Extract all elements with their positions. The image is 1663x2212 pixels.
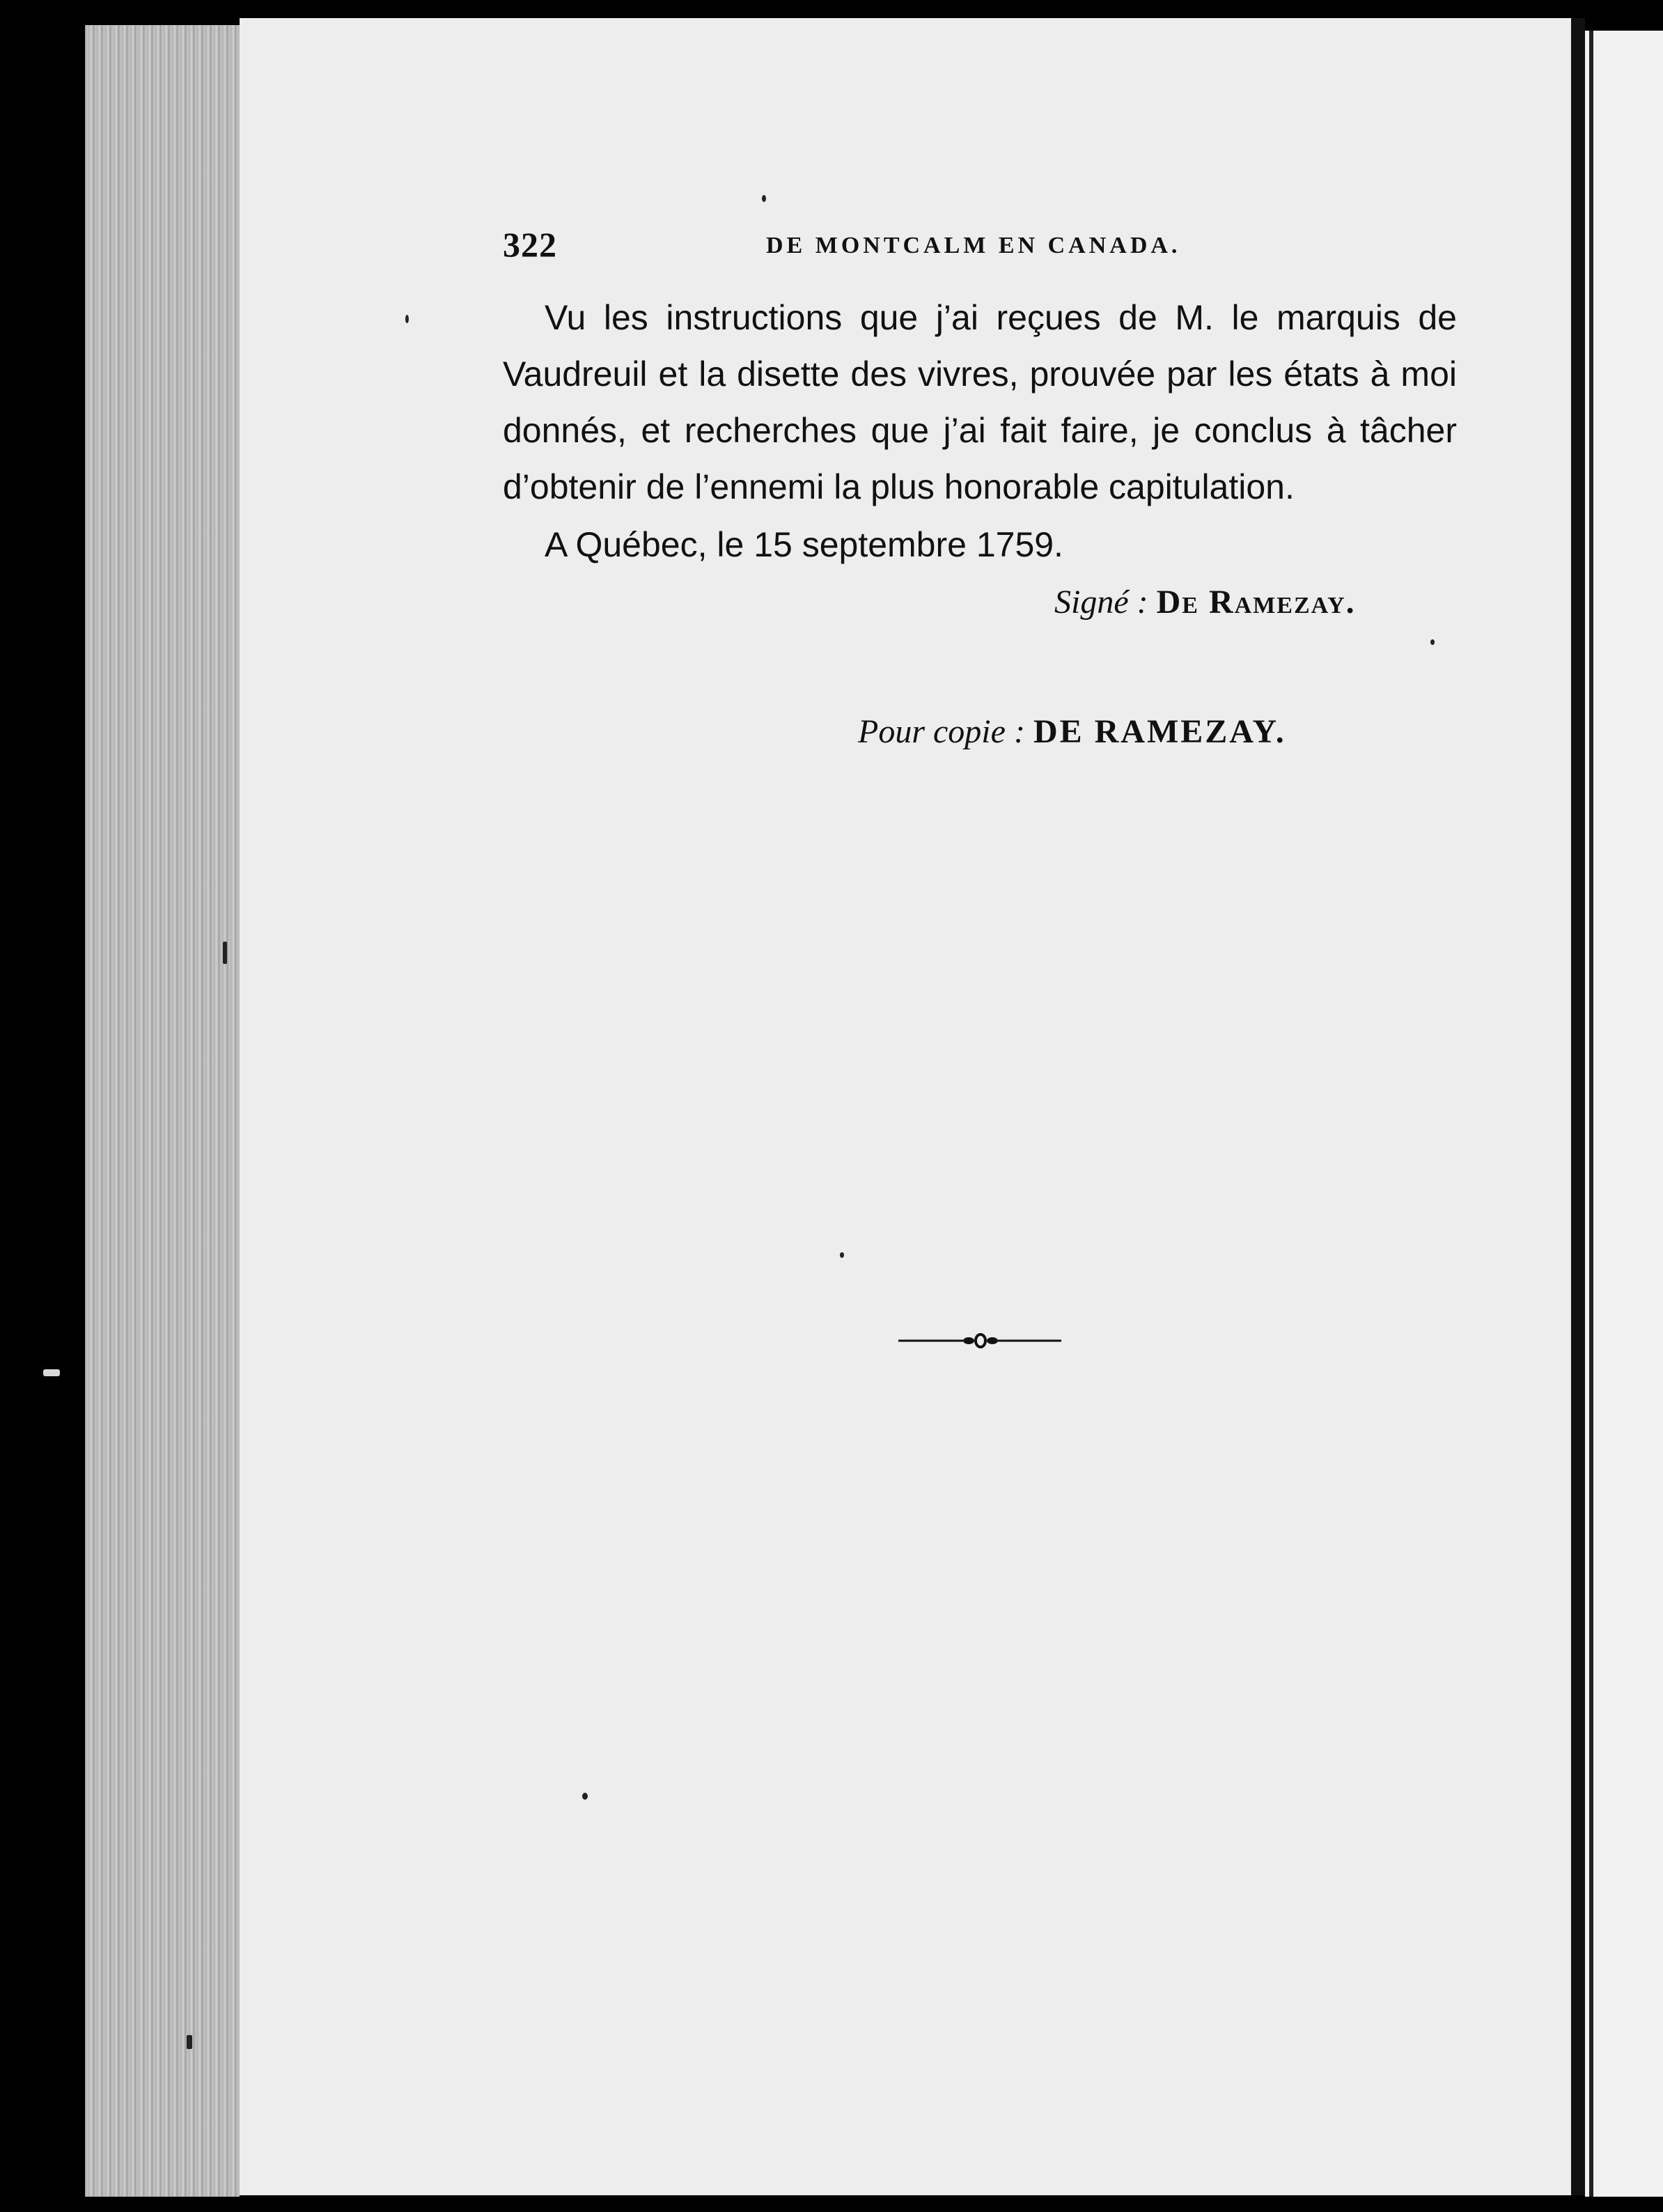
running-title: DE MONTCALM EN CANADA. bbox=[766, 233, 1181, 258]
scan-speck bbox=[187, 2035, 192, 2049]
scan-speck bbox=[582, 1793, 588, 1800]
signature-line bbox=[1054, 578, 1356, 627]
page-number: 322 bbox=[503, 225, 557, 264]
facing-page-edge bbox=[1585, 31, 1663, 2197]
fleuron-rule-icon bbox=[897, 1330, 1064, 1351]
signature-name: De Ramezay. bbox=[1156, 584, 1356, 621]
scan-speck bbox=[1430, 639, 1435, 645]
facing-page-border bbox=[1589, 31, 1593, 2197]
scan-speck bbox=[762, 195, 766, 202]
copy-attestation bbox=[858, 708, 1286, 756]
page-header bbox=[503, 224, 1450, 263]
copy-name: DE RAMEZAY. bbox=[1033, 713, 1286, 750]
scan-speck bbox=[223, 942, 227, 964]
scan-speck bbox=[405, 315, 409, 323]
body-paragraph: Vu les instructions que j’ai reçues de M. le marquis de Vaudreuil et la disette des vivres, prouvée par les états à moi donnés, et recherches que j’ai fait faire, je conclus à tâcher d’obtenir de l’ennemi la plus honorable capitulation. bbox=[503, 298, 1457, 506]
page-edge-stack bbox=[85, 25, 240, 2197]
signature-label: Signé : bbox=[1054, 584, 1148, 621]
copy-label: Pour copie : bbox=[858, 713, 1025, 750]
dateline: A Québec, le 15 septembre 1759. bbox=[545, 525, 1063, 564]
scan-speck bbox=[43, 1369, 60, 1376]
book-gutter bbox=[1571, 18, 1585, 2195]
scan-speck bbox=[840, 1252, 844, 1258]
